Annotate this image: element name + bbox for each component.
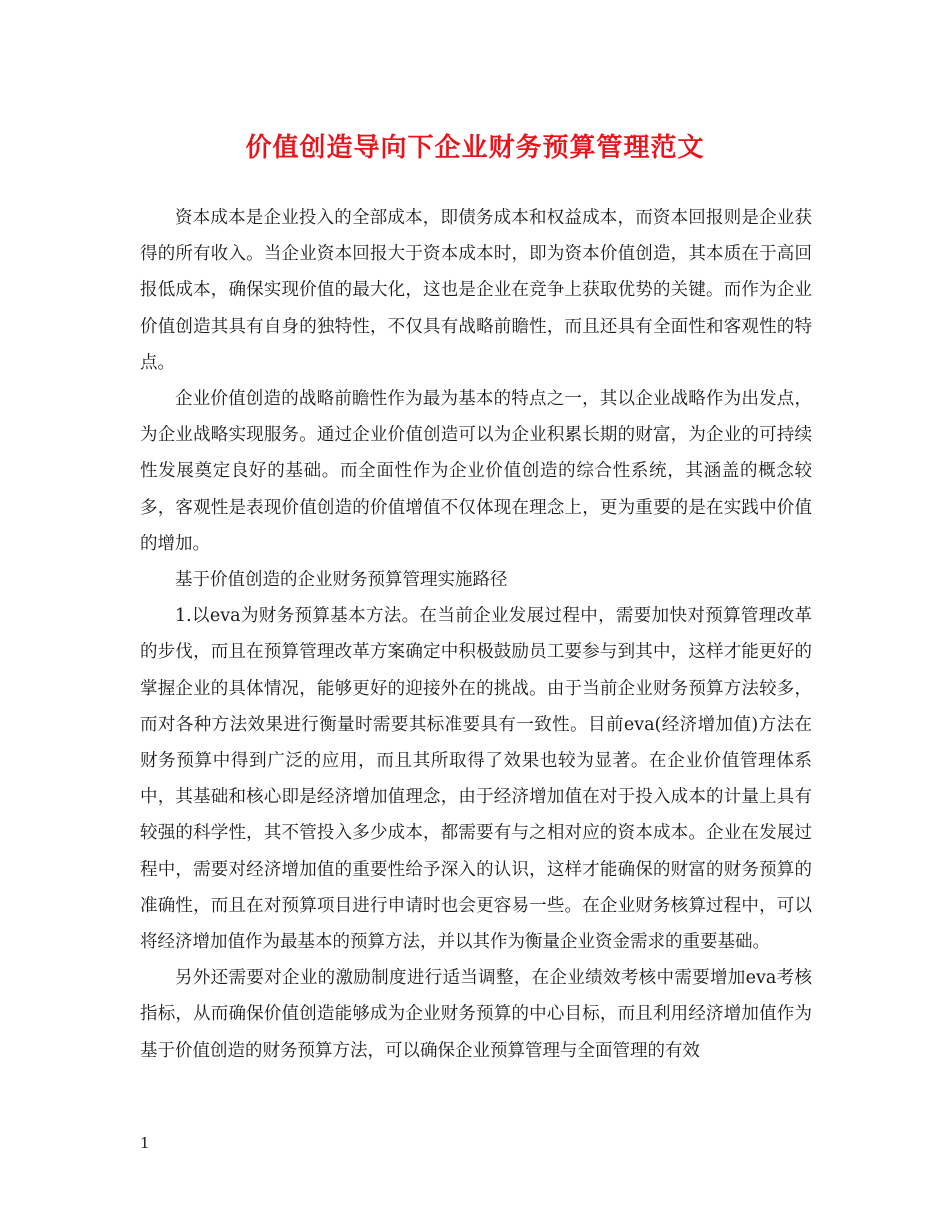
paragraph-1: 资本成本是企业投入的全部成本，即债务成本和权益成本，而资本回报则是企业获得的所有收入。当企业资本回报大于资本成本时，即为资本价值创造，其本质在于高回报低成本，确保实现价值的最大化，这也是企业在竞争上获取优势的关键。而作为企业价值创造其具有自身的独特性，不仅具有战略前瞻性，而且还具有全面性和客观性的特点。	[140, 208, 812, 373]
page-number: 1	[140, 1134, 150, 1152]
paragraph-2: 企业价值创造的战略前瞻性作为最为基本的特点之一，其以企业战略作为出发点，为企业战略实现服务。通过企业价值创造可以为企业积累长期的财富，为企业的可持续性发展奠定良好的基础。而全面性作为企业价值创造的综合性系统，其涵盖的概念较多，客观性是表现价值创造的价值增值不仅体现在理念上，更为重要的是在实践中价值的增加。	[140, 389, 812, 554]
document-title: 价值创造导向下企业财务预算管理范文	[245, 133, 705, 163]
paragraph-4: 另外还需要对企业的激励制度进行适当调整，在企业绩效考核中需要增加eva考核指标，从而确保价值创造能够成为企业财务预算的中心目标，而且利用经济增加值作为基于价值创造的财务预算方法，可以确保企业预算管理与全面管理的有效	[140, 968, 812, 1061]
section-heading: 基于价值创造的企业财务预算管理实施路径	[175, 570, 508, 591]
document-body	[140, 200, 812, 1069]
paragraph-3: 1.以eva为财务预算基本方法。在当前企业发展过程中，需要加快对预算管理改革的步伐，而且在预算管理改革方案确定中积极鼓励员工要参与到其中，这样才能更好的掌握企业的具体情况，能够更好的迎接外在的挑战。由于当前企业财务预算方法较多，而对各种方法效果进行衡量时需要其标准要具有一致性。目前eva(经济增加值)方法在财务预算中得到广泛的应用，而且其所取得了效果也较为显著。在企业价值管理体系中，其基础和核心即是经济增加值理念，由于经济增加值在对于投入成本的计量上具有较强的科学性，其不管投入多少成本，都需要有与之相对应的资本成本。企业在发展过程中，需要对经济增加值的重要性给予深入的认识，这样才能确保的财富的财务预算的准确性，而且在对预算项目进行申请时也会更容易一些。在企业财务核算过程中，可以将经济增加值作为最基本的预算方法，并以其作为衡量企业资金需求的重要基础。	[140, 606, 812, 953]
